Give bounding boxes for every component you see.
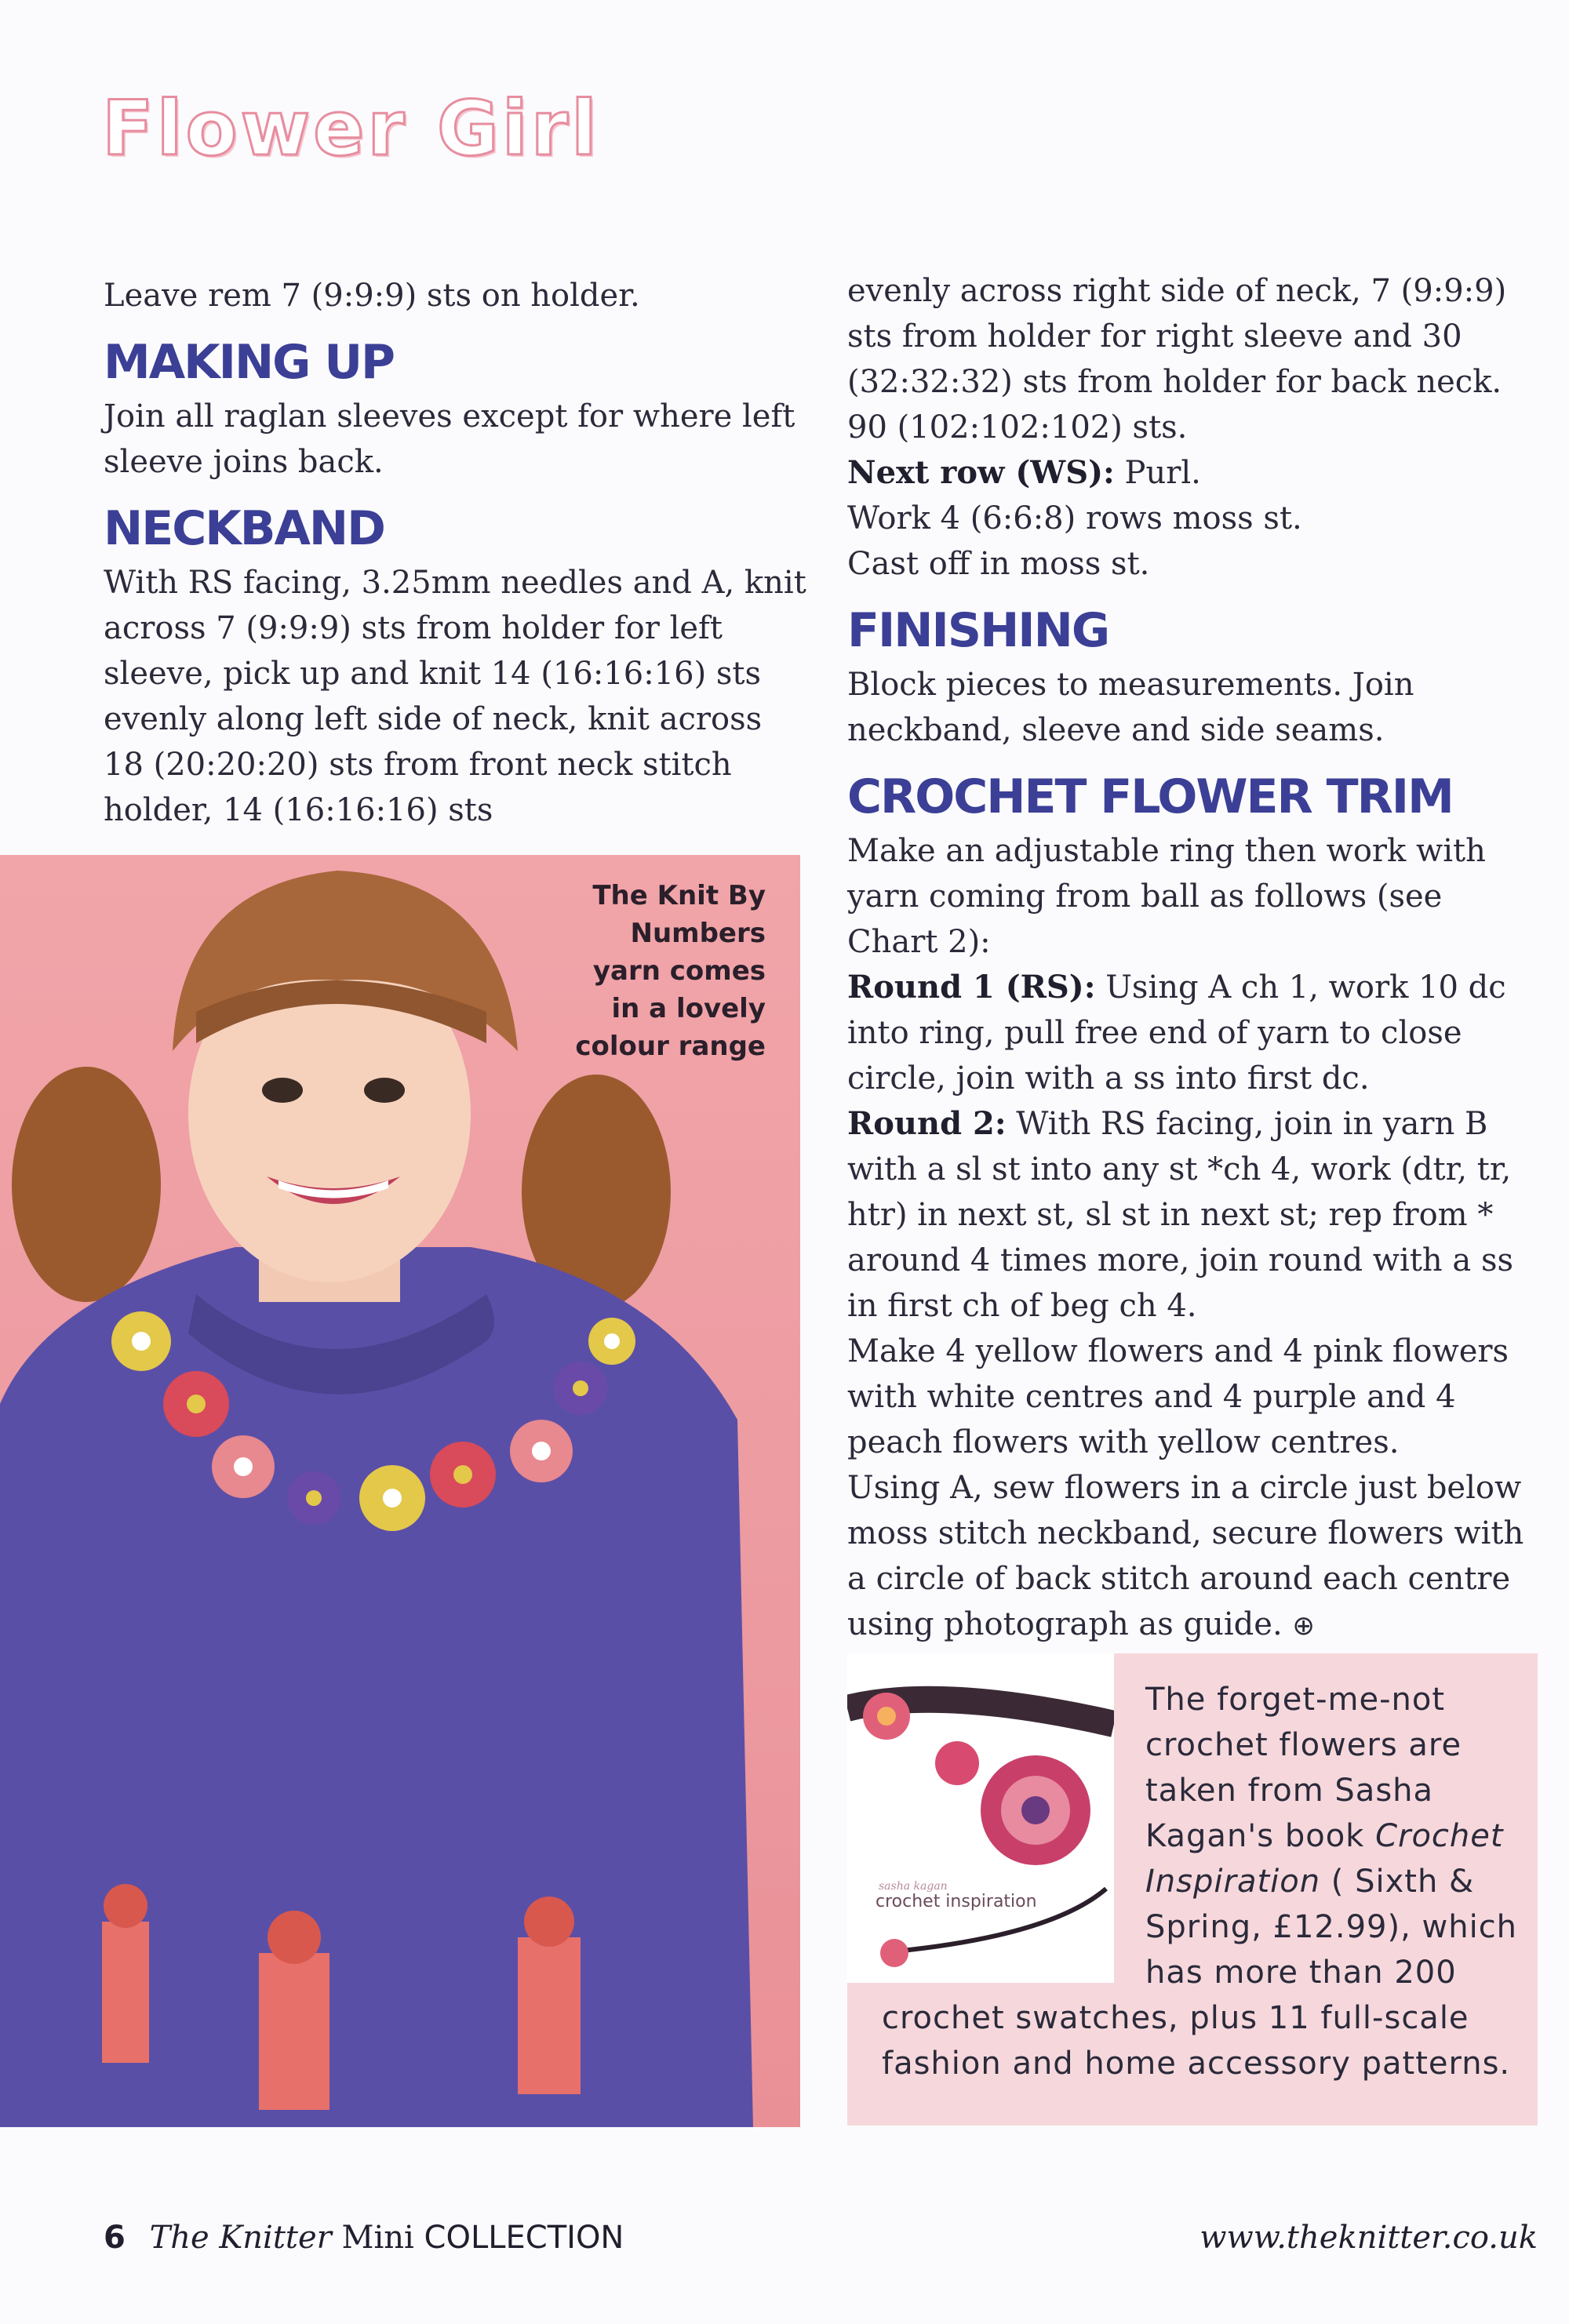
next-row-text: Purl. (1124, 455, 1201, 491)
girl-photo (0, 855, 800, 2127)
left-eye (262, 1078, 303, 1103)
neckband-continued: evenly across right side of neck, 7 (9:9:9) sts from holder for right sleeve and 30 (32:32:32) sts from holder for back neck. (847, 273, 1507, 400)
round-2-text: With RS facing, join in yarn B with a sl st into any st *ch 4, work (dtr, tr, htr) in next st, sl st in next st; rep from * around 4 times more, join round with a ss in first ch of beg ch 4. (847, 1106, 1514, 1324)
promo-text-after: ( Sixth & Spring, £12.99), which has more than 200 crochet swatches, plus 11 full-scale fashion and home accessory patterns. (882, 1864, 1518, 2082)
next-row (847, 450, 1538, 496)
intro-text: Leave rem 7 (9:9:9) sts on holder. (104, 278, 640, 314)
book-author: sasha kagan (879, 1880, 948, 1893)
end-mark-icon: ⊕ (1292, 1610, 1315, 1642)
making-up-text: Join all raglan sleeves except for where left sleeve joins back. (104, 398, 795, 480)
photo-caption: The Knit By Numbers yarn comes in a lovely colour range (575, 880, 766, 1062)
magazine-collection: COLLECTION (424, 2220, 624, 2256)
footer-magazine (104, 2220, 624, 2256)
crochet-heading: CROCHET FLOWER TRIM (847, 769, 1453, 824)
round-1-label: Round 1 (RS): (847, 969, 1096, 1006)
promo-book-name: Crochet Inspiration (1145, 1818, 1504, 1900)
book-cover-art (847, 1653, 1114, 1983)
neckband-text: With RS facing, 3.25mm needles and A, knit across 7 (9:9:9) sts from holder for left sleeve, pick up and knit 14 (16:16:16) sts evenly along left side of neck, knit across 18 (20:20:20) sts from front neck stitch holder, 14 (16:16:16) sts (104, 565, 806, 828)
sew-flowers-text: Using A, sew flowers in a circle just below moss stitch neckband, secure flowers with a circle of back stitch around each centre using photograph as guide. (847, 1470, 1524, 1642)
page-number: 6 (104, 2220, 126, 2256)
footer-url[interactable]: www.theknitter.co.uk (1200, 2220, 1538, 2256)
finishing-text: Block pieces to measurements. Join neckband, sleeve and side seams. (847, 667, 1414, 748)
stitch-total: 90 (102:102:102) sts. (847, 409, 1188, 446)
make-flowers-text: Make 4 yellow flowers and 4 pink flowers with white centres and 4 purple and 4 peach flowers with yellow centres. (847, 1333, 1509, 1460)
crochet-intro: Make an adjustable ring then work with yarn coming from ball as follows (see Chart 2): (847, 833, 1486, 960)
making-up-heading: MAKING UP (104, 335, 395, 390)
left-column (104, 273, 810, 833)
right-column (847, 268, 1538, 1649)
round-2 (847, 1101, 1538, 1329)
book-promo (847, 1653, 1538, 2126)
page-title: Flower Girl (102, 85, 600, 173)
promo-text (876, 1677, 1525, 2086)
finishing-heading: FINISHING (847, 603, 1109, 658)
book-title: crochet inspiration (876, 1892, 1037, 1911)
left-pigtail (12, 1067, 161, 1302)
cast-off: Cast off in moss st. (847, 546, 1150, 582)
next-row-label: Next row (WS): (847, 454, 1115, 491)
promo-text-before: The forget-me-not crochet flowers are taken from Sasha Kagan's book (1145, 1682, 1462, 1854)
work-rows: Work 4 (6:6:8) rows moss st. (847, 500, 1302, 536)
round-1-text: Using A ch 1, work 10 dc into ring, pull free end of yarn to close circle, join with a ss into first dc. (847, 969, 1506, 1097)
neckband-heading: NECKBAND (104, 501, 384, 556)
book-cover (847, 1653, 1114, 1983)
right-eye (364, 1078, 405, 1103)
round-1 (847, 965, 1538, 1101)
round-2-label: Round 2: (847, 1105, 1007, 1142)
magazine-mini: Mini (341, 2220, 414, 2256)
magazine-name: The Knitter (149, 2220, 332, 2256)
